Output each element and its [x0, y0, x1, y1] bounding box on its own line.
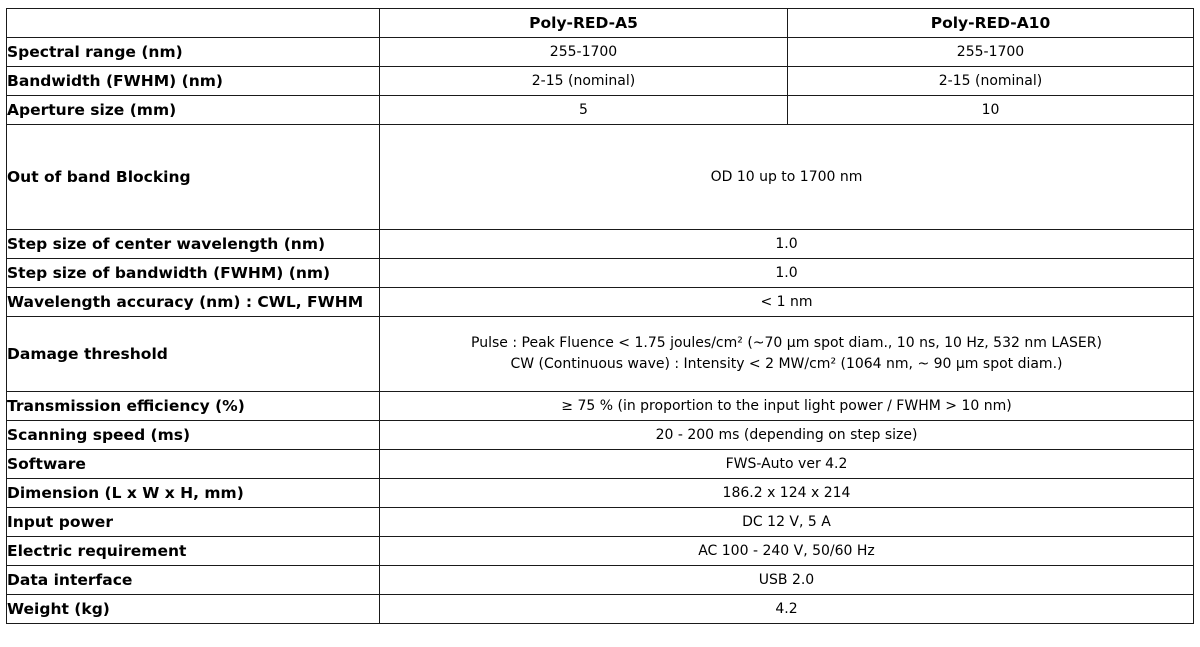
row-label: Wavelength accuracy (nm) : CWL, FWHM — [7, 288, 380, 317]
column-header-poly-red-a10: Poly-RED-A10 — [788, 9, 1194, 38]
value-shared — [380, 317, 1194, 392]
spec-table — [6, 8, 1194, 624]
column-header-poly-red-a5: Poly-RED-A5 — [380, 9, 788, 38]
value-shared: FWS-Auto ver 4.2 — [380, 450, 1194, 479]
header-empty-cell — [7, 9, 380, 38]
table-row-step-cwl — [7, 230, 1194, 259]
table-row-weight — [7, 595, 1194, 624]
table-header-row — [7, 9, 1194, 38]
table-row-aperture — [7, 96, 1194, 125]
value-a5: 2-15 (nominal) — [380, 67, 788, 96]
table-row-spectral-range — [7, 38, 1194, 67]
row-label: Aperture size (mm) — [7, 96, 380, 125]
value-shared: USB 2.0 — [380, 566, 1194, 595]
value-shared: ≥ 75 % (in proportion to the input light power / FWHM > 10 nm) — [380, 392, 1194, 421]
row-label: Input power — [7, 508, 380, 537]
value-a10: 10 — [788, 96, 1194, 125]
table-row-transmission — [7, 392, 1194, 421]
table-row-bandwidth — [7, 67, 1194, 96]
table-row-accuracy — [7, 288, 1194, 317]
row-label: Out of band Blocking — [7, 125, 380, 230]
value-shared: 1.0 — [380, 259, 1194, 288]
table-row-electric — [7, 537, 1194, 566]
table-row-dimension — [7, 479, 1194, 508]
row-label: Step size of center wavelength (nm) — [7, 230, 380, 259]
row-label: Dimension (L x W x H, mm) — [7, 479, 380, 508]
value-shared: < 1 nm — [380, 288, 1194, 317]
table-row-input-power — [7, 508, 1194, 537]
row-label: Electric requirement — [7, 537, 380, 566]
value-shared: OD 10 up to 1700 nm — [380, 125, 1194, 230]
row-label: Data interface — [7, 566, 380, 595]
value-shared: 20 - 200 ms (depending on step size) — [380, 421, 1194, 450]
row-label: Transmission efficiency (%) — [7, 392, 380, 421]
row-label: Step size of bandwidth (FWHM) (nm) — [7, 259, 380, 288]
table-row-scanning — [7, 421, 1194, 450]
damage-cw-line: CW (Continuous wave) : Intensity < 2 MW/cm² (1064 nm, ~ 90 μm spot diam.) — [510, 356, 1063, 372]
row-label: Software — [7, 450, 380, 479]
damage-pulse-line: Pulse : Peak Fluence < 1.75 joules/cm² (~70 μm spot diam., 10 ns, 10 Hz, 532 nm LASER) — [471, 335, 1102, 351]
table-row-data-interface — [7, 566, 1194, 595]
table-row-blocking — [7, 125, 1194, 230]
value-shared: 4.2 — [380, 595, 1194, 624]
row-label: Bandwidth (FWHM) (nm) — [7, 67, 380, 96]
row-label: Damage threshold — [7, 317, 380, 392]
row-label: Weight (kg) — [7, 595, 380, 624]
value-a5: 255-1700 — [380, 38, 788, 67]
value-shared: AC 100 - 240 V, 50/60 Hz — [380, 537, 1194, 566]
row-label: Spectral range (nm) — [7, 38, 380, 67]
value-a5: 5 — [380, 96, 788, 125]
value-a10: 2-15 (nominal) — [788, 67, 1194, 96]
table-row-step-fwhm — [7, 259, 1194, 288]
value-shared: DC 12 V, 5 A — [380, 508, 1194, 537]
table-row-damage — [7, 317, 1194, 392]
row-label: Scanning speed (ms) — [7, 421, 380, 450]
value-shared: 186.2 x 124 x 214 — [380, 479, 1194, 508]
value-shared: 1.0 — [380, 230, 1194, 259]
value-a10: 255-1700 — [788, 38, 1194, 67]
table-row-software — [7, 450, 1194, 479]
